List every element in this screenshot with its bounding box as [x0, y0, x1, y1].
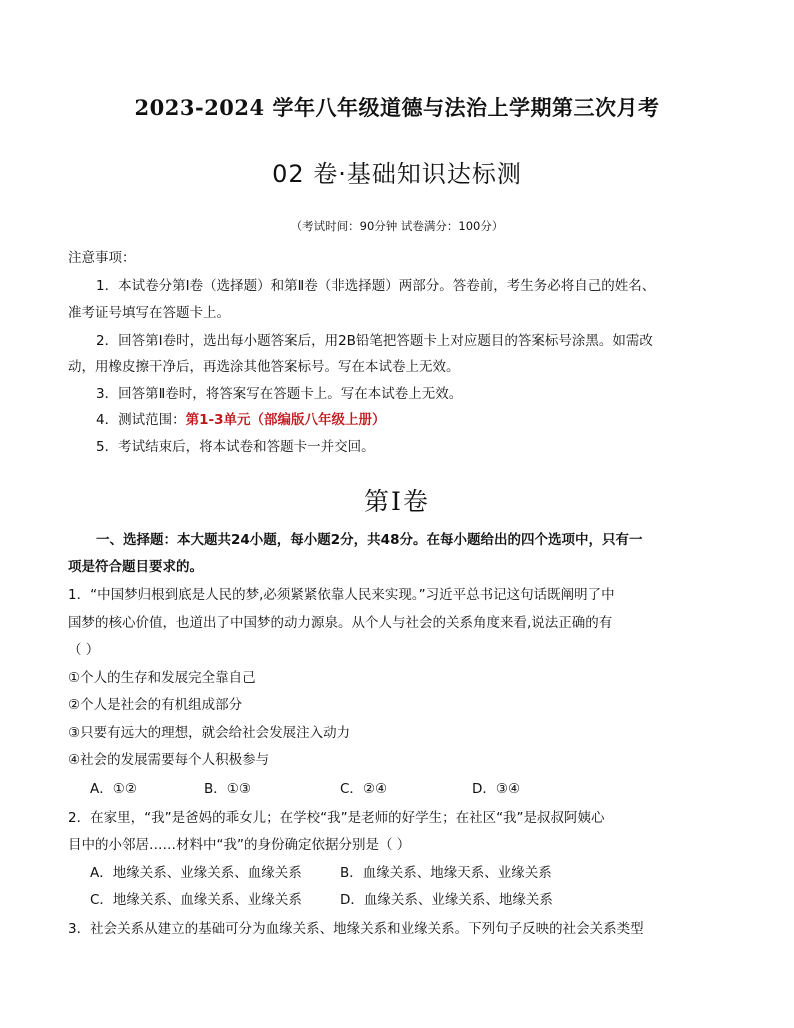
q1-line1: 1．“中国梦归根到底是人民的梦,必须紧紧依靠人民来实现。”习近平总书记这句话既阐明了中 — [68, 587, 615, 603]
q1-statement-3: ③只要有远大的理想，就会给社会发展注入动力 — [68, 725, 351, 741]
note-4-label: 4．测试范围： — [96, 412, 186, 428]
q2-option-b: B．血缘关系、地缘天系、业缘关系 — [340, 865, 552, 881]
note-2-line2: 动，用橡皮擦干净后，再选涂其他答案标号。写在本试卷上无效。 — [68, 359, 460, 375]
q2-line2: 目中的小邻居……材料中“我”的身份确定依据分别是（ ） — [68, 837, 411, 853]
note-2-line1: 2．回答第Ⅰ卷时，选出每小题答案后，用2B铅笔把答题卡上对应题目的答案标号涂黑。如需改 — [96, 333, 653, 349]
q1-option-a: A．①② — [90, 781, 137, 797]
exam-time-score: （考试时间：90分钟 试卷满分：100分） — [290, 219, 504, 233]
q1-statement-4: ④社会的发展需要每个人积极参与 — [68, 752, 270, 768]
section-instruction-line2: 项是符合题目要求的。 — [68, 559, 203, 575]
q1-statement-2: ②个人是社会的有机组成部分 — [68, 697, 243, 713]
q1-statement-1: ①个人的生存和发展完全靠自己 — [68, 670, 256, 686]
q1-option-d: D．③④ — [472, 781, 521, 797]
q2-option-d: D．血缘关系、业缘关系、地缘关系 — [340, 892, 553, 908]
note-1-line1: 1．本试卷分第Ⅰ卷（选择题）和第Ⅱ卷（非选择题）两部分。答卷前，考生务必将自己的姓名、 — [96, 278, 656, 294]
q2-option-a: A．地缘关系、业缘关系、血缘关系 — [90, 865, 302, 881]
q1-line3: （ ） — [68, 642, 100, 658]
q3-line1: 3．社会关系从建立的基础可分为血缘关系、地缘关系和业缘关系。下列句子反映的社会关系类型 — [68, 921, 644, 937]
q2-line1: 2．在家里，“我”是爸妈的乖女儿；在学校“我”是老师的好学生；在社区“我”是叔叔阿姨心 — [68, 810, 605, 826]
section-title: 第Ⅰ卷 — [364, 487, 430, 516]
test-scope: 第1-3单元（部编版八年级上册） — [185, 412, 386, 428]
note-3: 3．回答第Ⅱ卷时，将答案写在答题卡上。写在本试卷上无效。 — [96, 386, 463, 402]
note-4 — [96, 408, 385, 428]
q1-option-b: B．①③ — [204, 781, 251, 797]
note-1-line2: 准考证号填写在答题卡上。 — [68, 305, 230, 321]
section-instruction-line1: 一、选择题：本大题共24小题，每小题2分，共48分。在每小题给出的四个选项中，只有一 — [96, 532, 643, 548]
q1-line2: 国梦的核心价值，也道出了中国梦的动力源泉。从个人与社会的关系角度来看,说法正确的有 — [68, 615, 613, 631]
q1-option-c: C．②④ — [340, 781, 388, 797]
exam-subtitle: 02 卷·基础知识达标测 — [272, 160, 522, 188]
note-5: 5．考试结束后，将本试卷和答题卡一并交回。 — [96, 439, 375, 455]
q2-option-c: C．地缘关系、血缘关系、业缘关系 — [90, 892, 302, 908]
exam-title: 2023-2024 学年八年级道德与法治上学期第三次月考 — [134, 95, 660, 120]
notes-heading: 注意事项： — [68, 250, 136, 266]
